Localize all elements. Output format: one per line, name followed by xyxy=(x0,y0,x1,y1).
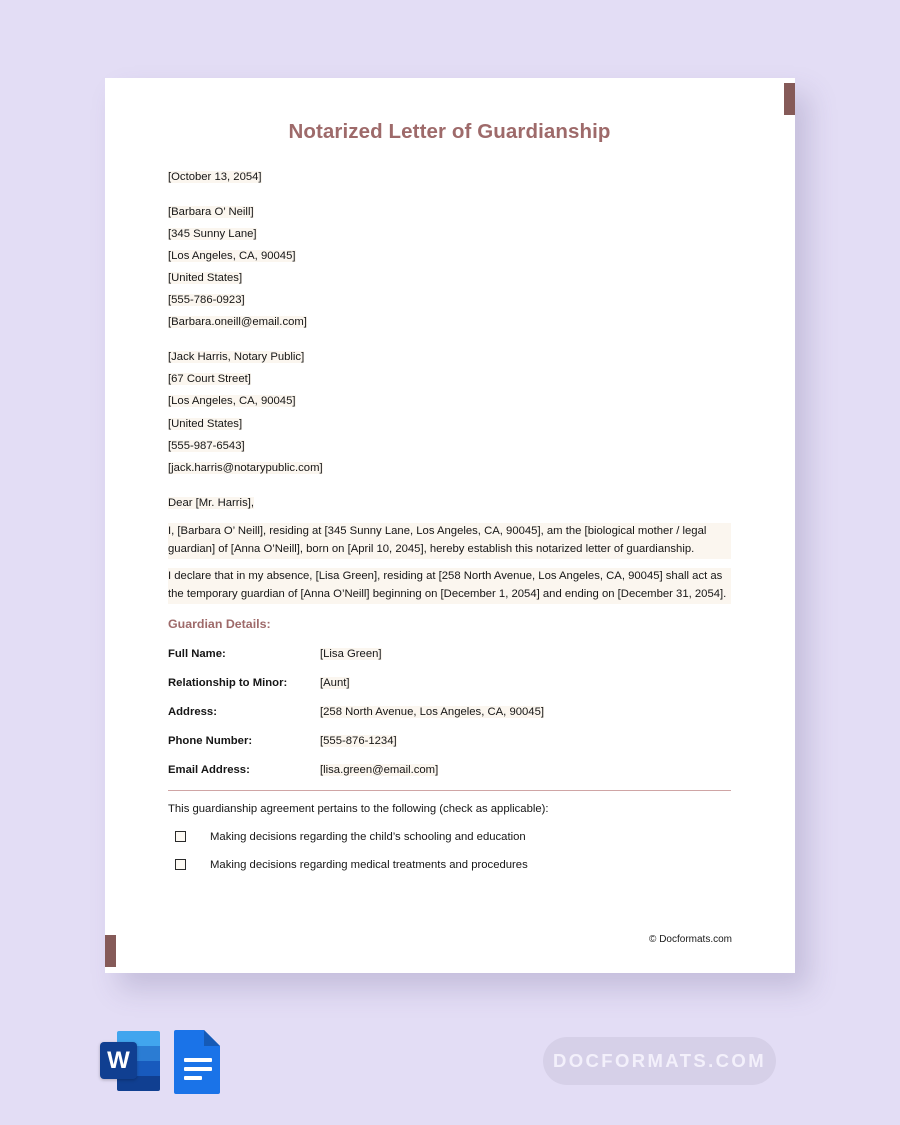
docformats-watermark xyxy=(543,1037,776,1085)
recipient-street xyxy=(168,369,731,391)
spacer xyxy=(168,559,731,568)
checklist-intro: This guardianship agreement pertains to the following (check as applicable): xyxy=(168,802,549,815)
detail-value-text: [555-876-1234] xyxy=(320,735,397,748)
detail-value xyxy=(320,640,731,669)
spacer xyxy=(168,514,731,523)
sender-address-block xyxy=(168,201,731,334)
detail-value-text: [Lisa Green] xyxy=(320,648,382,661)
recipient-country-value: [United States] xyxy=(168,417,243,430)
guardian-details-heading: Guardian Details: xyxy=(168,616,271,631)
detail-value xyxy=(320,698,731,727)
checklist-item-label: Making decisions regarding medical treatments and procedures xyxy=(210,858,528,871)
guardian-details-table xyxy=(168,640,731,785)
guardian-details-table-body xyxy=(168,640,731,785)
sender-country xyxy=(168,267,731,289)
checklist-item-label: Making decisions regarding the child’s schooling and education xyxy=(210,830,526,843)
sender-email xyxy=(168,312,731,334)
detail-value xyxy=(320,669,731,698)
word-icon-letter: W xyxy=(100,1042,137,1079)
document-body xyxy=(168,78,731,871)
letter-date xyxy=(168,166,731,188)
sender-city-value: [Los Angeles, CA, 90045] xyxy=(168,249,296,262)
recipient-country xyxy=(168,413,731,435)
recipient-city-value: [Los Angeles, CA, 90045] xyxy=(168,395,296,408)
detail-label: Full Name: xyxy=(168,648,226,661)
google-docs-icon[interactable] xyxy=(172,1028,224,1094)
recipient-name xyxy=(168,347,731,369)
spacer xyxy=(168,144,731,166)
spacer xyxy=(168,334,731,347)
copyright-footer: © Docformats.com xyxy=(649,934,732,945)
salutation-value: Dear [Mr. Harris], xyxy=(168,496,254,509)
accent-bar-bottom-left xyxy=(105,935,116,967)
app-format-icons xyxy=(100,1028,224,1094)
detail-value xyxy=(320,756,731,785)
table-row xyxy=(168,756,731,785)
sender-name-value: [Barbara O’ Neill] xyxy=(168,205,254,218)
letter-date-value: [October 13, 2054] xyxy=(168,170,262,183)
checklist-item[interactable] xyxy=(168,815,731,843)
document-page xyxy=(105,78,795,973)
sender-country-value: [United States] xyxy=(168,271,243,284)
salutation xyxy=(168,492,731,514)
table-row xyxy=(168,669,731,698)
spacer xyxy=(168,479,731,492)
sender-email-value: [Barbara.oneill@email.com] xyxy=(168,316,307,329)
detail-value-text: [lisa.green@email.com] xyxy=(320,764,439,777)
table-row xyxy=(168,698,731,727)
sender-city xyxy=(168,245,731,267)
table-row xyxy=(168,640,731,669)
recipient-phone xyxy=(168,435,731,457)
detail-value-text: [Aunt] xyxy=(320,677,350,690)
watermark-label: DOCFORMATS.COM xyxy=(552,1050,767,1071)
checkbox-icon[interactable] xyxy=(175,831,186,842)
checklist-item[interactable] xyxy=(168,843,731,871)
body-paragraph-2: I declare that in my absence, [Lisa Green], residing at [258 North Avenue, Los Angeles, CA, 90045] shall act as the temporary guardian of [Anna O’Neill] beginning on [December 1, 2054] and ending on [December 31, 2054]. xyxy=(168,568,731,604)
recipient-email xyxy=(168,457,731,479)
checkbox-icon[interactable] xyxy=(175,859,186,870)
google-docs-glyph xyxy=(172,1028,224,1094)
sender-name xyxy=(168,201,731,223)
spacer xyxy=(168,188,731,201)
detail-value-text: [258 North Avenue, Los Angeles, CA, 90045] xyxy=(320,706,545,719)
sender-phone xyxy=(168,289,731,311)
recipient-city xyxy=(168,391,731,413)
detail-label: Phone Number: xyxy=(168,735,253,748)
recipient-phone-value: [555-987-6543] xyxy=(168,439,245,452)
recipient-address-block xyxy=(168,347,731,480)
detail-label: Relationship to Minor: xyxy=(168,677,288,690)
sender-street-value: [345 Sunny Lane] xyxy=(168,227,257,240)
sender-phone-value: [555-786-0923] xyxy=(168,294,245,307)
recipient-email-value: [jack.harris@notarypublic.com] xyxy=(168,461,323,474)
recipient-name-value: [Jack Harris, Notary Public] xyxy=(168,351,305,364)
detail-value xyxy=(320,727,731,756)
accent-bar-top-right xyxy=(784,83,795,115)
microsoft-word-icon[interactable] xyxy=(100,1028,160,1094)
table-row xyxy=(168,727,731,756)
detail-label: Email Address: xyxy=(168,764,250,777)
body-paragraph-1: I, [Barbara O’ Neill], residing at [345 Sunny Lane, Los Angeles, CA, 90045], am the [biological mother / legal guardian] of [Anna O’Neill], born on [April 10, 2045], hereby establish this notarized letter of guardianship. xyxy=(168,523,731,559)
detail-label: Address: xyxy=(168,706,217,719)
sender-street xyxy=(168,223,731,245)
spacer xyxy=(168,604,731,617)
recipient-street-value: [67 Court Street] xyxy=(168,373,251,386)
page-title: Notarized Letter of Guardianship xyxy=(288,120,611,143)
